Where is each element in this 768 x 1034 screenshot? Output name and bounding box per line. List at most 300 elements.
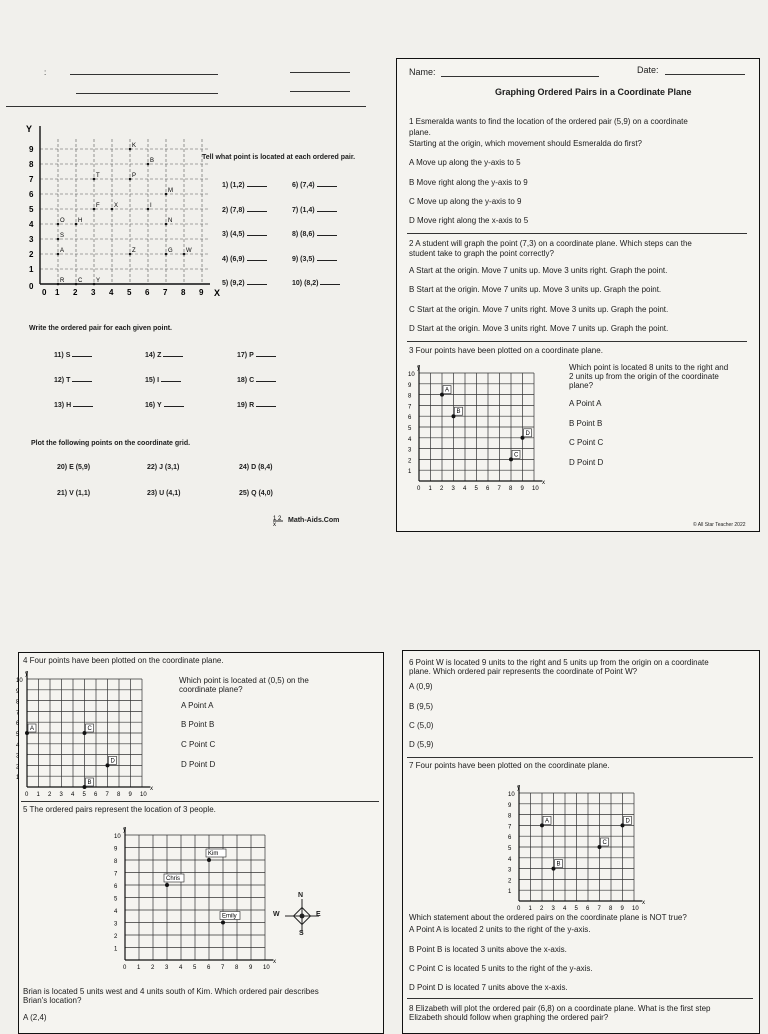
tell-item[interactable] — [222, 277, 267, 287]
x-tick-label: 6 — [94, 792, 98, 798]
tell-item-number: 10) — [292, 280, 305, 287]
tell-instruction: Tell what point is located at each ordered pair. — [202, 154, 356, 161]
write-item[interactable] — [145, 399, 184, 409]
point-label: D — [110, 758, 115, 765]
answer-blank[interactable] — [256, 349, 276, 357]
grid-point-label: F — [96, 203, 100, 209]
x-tick-label: 1 — [55, 288, 60, 297]
y-tick-label: 6 — [408, 415, 412, 422]
tell-item-pair: (1,4) — [300, 206, 315, 214]
tell-item-number: 4) — [222, 255, 231, 263]
compass-w: W — [273, 911, 280, 918]
tell-item-pair: (7,8) — [230, 206, 245, 214]
x-tick-label: 0 — [417, 486, 421, 492]
write-item-point: P — [249, 352, 254, 359]
q4-prompt-1: Which point is located at (0,5) on the — [179, 676, 309, 685]
x-tick-label: 3 — [91, 288, 96, 297]
person-label: Emily — [222, 913, 237, 920]
answer-blank[interactable] — [317, 204, 337, 212]
write-item-number: 16) — [145, 402, 157, 409]
write-instruction: Write the ordered pair for each given point. — [29, 325, 173, 332]
plot-item-number: 24) — [239, 464, 252, 471]
x-tick-label: 8 — [235, 965, 239, 971]
y-tick-label: 4 — [16, 742, 20, 749]
tell-item[interactable] — [222, 204, 267, 214]
y-tick-label: 2 — [29, 250, 34, 259]
answer-blank[interactable] — [320, 277, 340, 285]
q4-option-a[interactable]: A Point A — [181, 701, 214, 710]
write-item-number: 14) — [145, 352, 158, 359]
plot-item-point: J — [159, 464, 165, 471]
answer-blank[interactable] — [256, 399, 276, 407]
tell-item-number: 7) — [292, 206, 301, 214]
answer-blank[interactable] — [161, 374, 181, 382]
x-tick-label: 10 — [632, 906, 639, 912]
answer-blank[interactable] — [247, 228, 267, 236]
header-line-2 — [290, 72, 350, 73]
answer-blank[interactable] — [164, 399, 184, 407]
plot-item-number: 22) — [147, 464, 160, 471]
q3-stem: 3 Four points have been plotted on a coordinate plane. — [409, 346, 603, 355]
svg-text:1: 1 — [273, 516, 277, 522]
plot-item-point: E — [69, 464, 76, 471]
x-tick-label: 6 — [145, 288, 150, 297]
y-axis-label: y — [123, 827, 126, 833]
y-tick-label: 4 — [508, 856, 512, 863]
x-axis-label: x — [150, 786, 153, 792]
date-label: Date: — [637, 65, 659, 75]
date-line — [665, 74, 745, 75]
x-tick-label: 9 — [199, 288, 204, 297]
q3-option-a[interactable]: A Point A — [569, 399, 602, 408]
write-item-point: T — [66, 377, 71, 384]
grid-point-label: Z — [132, 248, 136, 254]
x-tick-label: 2 — [48, 792, 52, 798]
answer-blank[interactable] — [317, 253, 337, 261]
y-tick-label: 6 — [16, 721, 20, 728]
y-tick-label: 1 — [508, 889, 512, 896]
x-tick-label: 5 — [193, 965, 197, 971]
grid-point-s — [57, 238, 60, 241]
grid-point-label: I — [150, 203, 152, 209]
y-tick-label: 1 — [114, 946, 118, 953]
grid-point-label: O — [60, 218, 65, 224]
tell-item-number: 6) — [292, 182, 301, 189]
q6-option-a[interactable]: A (0,9) — [409, 682, 433, 691]
q6-stem-2: plane. Which ordered pair represents the coordinate of Point W? — [409, 667, 638, 676]
header-line-4 — [290, 91, 350, 92]
write-item[interactable] — [54, 349, 92, 359]
x-tick-label: 3 — [451, 486, 455, 492]
point-label: A — [545, 818, 550, 825]
x-tick-label: 1 — [137, 965, 141, 971]
compass-s: S — [299, 930, 304, 937]
grid-point-t — [93, 178, 96, 181]
q7-option-c[interactable]: C Point C is located 5 units to the right of the y-axis. — [409, 964, 593, 973]
answer-blank[interactable] — [247, 204, 267, 212]
plot-item-pair: (1,1) — [75, 490, 91, 497]
point-label: A — [445, 387, 450, 394]
x-tick-label: 6 — [586, 906, 590, 912]
write-item-number: 17) — [237, 352, 250, 359]
person-point — [207, 858, 211, 862]
sheet-bottom-right — [402, 650, 760, 1034]
q2-option-c[interactable]: C Start at the origin. Move 7 units right. Move 3 units up. Graph the point. — [409, 305, 669, 314]
y-tick-label: 3 — [114, 921, 118, 928]
tell-item[interactable] — [292, 228, 337, 238]
grid-point-label: S — [60, 233, 65, 239]
write-item-point: R — [249, 402, 255, 409]
x-tick-label: 3 — [551, 906, 555, 912]
write-item[interactable] — [54, 399, 93, 409]
y-tick-label: 2 — [508, 878, 512, 885]
q2-divider — [407, 341, 747, 342]
write-item-point: Y — [156, 402, 162, 409]
x-tick-label: 4 — [563, 906, 567, 912]
x-tick-label: 10 — [140, 792, 147, 798]
y-tick-label: 10 — [114, 834, 121, 840]
y-tick-label: 7 — [508, 824, 512, 831]
y-tick-label: 1 — [16, 775, 20, 782]
y-tick-label: 4 — [114, 909, 118, 915]
tell-item[interactable] — [292, 204, 337, 214]
coordinate-grid — [20, 122, 221, 302]
q3-option-c[interactable]: C Point C — [569, 438, 604, 447]
y-tick-label: 9 — [16, 688, 20, 695]
grid-point-f — [93, 208, 96, 211]
x-tick-label: 9 — [128, 792, 132, 798]
point-label: C — [602, 840, 607, 846]
answer-blank[interactable] — [247, 253, 267, 261]
tell-item-pair: (3,5) — [300, 255, 315, 263]
q5-option-a[interactable]: A (2,4) — [23, 1013, 47, 1022]
svg-text:x: x — [273, 522, 276, 528]
answer-blank[interactable] — [317, 179, 337, 187]
y-tick-label: 8 — [16, 699, 20, 706]
x-tick-label: 7 — [597, 906, 601, 912]
y-tick-label: 3 — [508, 867, 512, 874]
y-tick-label: 8 — [114, 859, 118, 865]
tell-item-pair: (8,2) — [304, 280, 319, 287]
person-point — [221, 921, 225, 925]
q4-option-d[interactable]: D Point D — [181, 760, 216, 769]
write-item[interactable] — [237, 374, 276, 384]
q4-grid — [13, 669, 153, 801]
q3-option-d[interactable]: D Point D — [569, 458, 604, 467]
q2-stem-1: 2 A student will graph the point (7,3) on a coordinate plane. Which steps can the — [409, 239, 692, 248]
svg-text:2: 2 — [278, 516, 282, 522]
grid-point-label: H — [78, 218, 83, 224]
write-item[interactable] — [145, 349, 183, 359]
tell-item-number: 9) — [292, 255, 301, 263]
y-tick-label: 0 — [29, 282, 34, 291]
grid-point-c — [75, 283, 78, 286]
name-label: Name: — [409, 67, 436, 77]
point-label: B — [87, 780, 92, 786]
answer-blank[interactable] — [73, 399, 93, 407]
grid-point-w — [183, 253, 186, 256]
plot-item-number: 23) — [147, 490, 160, 497]
x-tick-label: 1 — [528, 906, 532, 912]
grid-point-n — [165, 223, 168, 226]
q2-option-a[interactable]: A Start at the origin. Move 7 units up. Move 3 units right. Graph the point. — [409, 266, 668, 275]
x-tick-label: 7 — [497, 486, 501, 492]
name-line — [441, 76, 599, 77]
x-tick-label: 4 — [179, 965, 183, 971]
x-tick-label: 3 — [59, 792, 63, 798]
x-tick-label: 3 — [165, 965, 169, 971]
compass-n: N — [298, 892, 304, 899]
plot-instruction: Plot the following points on the coordinate grid. — [31, 440, 191, 447]
x-tick-label: 6 — [207, 965, 211, 971]
x-tick-label: 9 — [520, 486, 524, 492]
point-label: C — [87, 726, 92, 732]
q3-prompt-3: plane? — [569, 381, 594, 390]
tell-item-pair: (4,5) — [230, 231, 245, 238]
write-item-point: S — [65, 352, 71, 359]
y-tick-label: 1 — [408, 469, 412, 476]
q3-grid — [405, 363, 545, 495]
q2-option-b[interactable]: B Start at the origin. Move 7 units up. Move 3 units up. Graph the point. — [409, 285, 662, 294]
write-item-point: C — [249, 377, 255, 384]
x-tick-label: 5 — [82, 792, 86, 798]
tell-item-pair: (8,6) — [300, 231, 315, 238]
write-item[interactable] — [237, 399, 276, 409]
write-item[interactable] — [54, 374, 92, 384]
tell-item[interactable] — [222, 179, 267, 189]
grid-point-h — [75, 223, 78, 226]
answer-blank[interactable] — [317, 228, 337, 236]
tell-item-pair: (9,2) — [230, 280, 245, 287]
y-tick-label: 2 — [16, 764, 20, 771]
person-label: Kim — [208, 851, 219, 857]
x-axis-label: x — [642, 900, 645, 906]
x-tick-label: 6 — [486, 486, 490, 492]
x-tick-label: 0 — [42, 288, 47, 297]
q3-prompt-2: 2 units up from the origin of the coordinate — [569, 372, 719, 381]
x-tick-label: 4 — [109, 288, 114, 297]
q1-option-d[interactable]: D Move right along the x-axis to 5 — [409, 216, 529, 225]
sheet-top-right — [396, 58, 760, 532]
x-tick-label: 2 — [151, 965, 155, 971]
point-label: D — [625, 818, 630, 825]
x-tick-label: 7 — [163, 288, 168, 297]
x-tick-label: 7 — [105, 792, 109, 798]
x-tick-label: 5 — [474, 486, 478, 492]
y-axis-label: y — [417, 365, 420, 371]
plot-item — [147, 490, 180, 497]
x-tick-label: 0 — [123, 965, 127, 971]
answer-blank[interactable] — [247, 179, 267, 187]
plot-item — [147, 464, 179, 471]
x-tick-label: 8 — [181, 288, 186, 297]
grid-point-b — [147, 163, 150, 166]
plot-item — [239, 464, 272, 471]
tell-item-number: 3) — [222, 231, 231, 238]
y-tick-label: 1 — [29, 265, 34, 274]
point-label: D — [525, 430, 530, 437]
x-tick-label: 8 — [117, 792, 121, 798]
x-tick-label: 0 — [517, 906, 521, 912]
tell-item-number: 1) — [222, 182, 231, 189]
write-item-point: I — [157, 377, 160, 384]
q4-prompt-2: coordinate plane? — [179, 685, 243, 694]
grid-point-i — [147, 208, 150, 211]
q5-grid — [111, 825, 281, 985]
point-label: A — [30, 726, 35, 732]
q5-prompt-2: Brian's location? — [23, 996, 82, 1005]
write-item[interactable] — [237, 349, 276, 359]
grid-point-label: N — [168, 218, 173, 224]
write-item[interactable] — [145, 374, 181, 384]
y-tick-label: 7 — [16, 710, 20, 717]
q7-option-a[interactable]: A Point A is located 2 units to the right of the y-axis. — [409, 925, 591, 934]
x-tick-label: 1 — [428, 486, 432, 492]
grid-point-label: T — [96, 173, 100, 179]
q2-option-d[interactable]: D Start at the origin. Move 3 units right. Move 7 units up. Graph the point. — [409, 324, 669, 333]
y-tick-label: 6 — [29, 190, 34, 199]
point-label: B — [456, 409, 461, 416]
y-tick-label: 5 — [408, 426, 412, 432]
x-tick-label: 2 — [73, 288, 78, 297]
header-colon: : — [44, 68, 47, 77]
tell-item-pair: (6,9) — [230, 255, 245, 263]
header-line-1 — [70, 74, 218, 75]
x-tick-label: 7 — [221, 965, 225, 971]
tell-item-number: 5) — [222, 280, 231, 287]
tell-item[interactable] — [292, 253, 337, 263]
plot-item — [57, 490, 90, 497]
tell-item[interactable] — [292, 277, 340, 287]
q3-option-b[interactable]: B Point B — [569, 419, 603, 428]
q7-option-b[interactable]: B Point B is located 3 units above the x-axis. — [409, 945, 567, 954]
write-item-number: 15) — [145, 377, 158, 384]
q5-prompt-1: Brian is located 5 units west and 4 units south of Kim. Which ordered pair describes — [23, 987, 319, 996]
q1-stem-3: Starting at the origin, which movement should Esmeralda do first? — [409, 139, 643, 148]
write-item-number: 12) — [54, 377, 67, 384]
q1-option-b[interactable]: B Move right along the y-axis to 9 — [409, 178, 528, 187]
plot-item-pair: (8,4) — [258, 464, 273, 471]
y-tick-label: 8 — [508, 813, 512, 820]
tell-item-pair: (1,2) — [230, 182, 245, 189]
x-tick-label: 5 — [127, 288, 132, 297]
header-line-3 — [76, 93, 218, 94]
grid-point-label: C — [78, 278, 83, 284]
q6-option-c[interactable]: C (5,0) — [409, 721, 434, 730]
grid-point-label: G — [168, 248, 173, 254]
point-label: B — [556, 861, 561, 868]
grid-point-label: M — [168, 188, 173, 194]
y-tick-label: 7 — [114, 871, 118, 878]
grid-point-x — [111, 208, 114, 211]
x-tick-label: 2 — [440, 486, 444, 492]
grid-point-label: P — [132, 173, 137, 179]
y-tick-label: 4 — [29, 220, 34, 229]
q7-stem: 7 Four points have been plotted on the coordinate plane. — [409, 761, 610, 770]
plot-item-number: 20) — [57, 464, 70, 471]
x-tick-label: 5 — [574, 906, 578, 912]
x-tick-label: 1 — [36, 792, 40, 798]
write-item-point: H — [66, 402, 72, 409]
y-tick-label: 7 — [29, 175, 34, 184]
plot-item-pair: (5,9) — [75, 464, 91, 471]
y-tick-label: 3 — [408, 447, 412, 454]
x-tick-label: 9 — [249, 965, 253, 971]
y-tick-label: 9 — [508, 802, 512, 809]
q7-prompt: Which statement about the ordered pairs on the coordinate plane is NOT true? — [409, 913, 687, 922]
plot-item-point: Q — [251, 490, 259, 497]
q4-option-b[interactable]: B Point B — [181, 720, 215, 729]
grid-point-label: K — [132, 143, 137, 149]
answer-blank[interactable] — [72, 374, 92, 382]
y-tick-label: 7 — [408, 404, 412, 411]
q8-stem-1: 8 Elizabeth will plot the ordered pair (6,8) on a coordinate plane. What is the first step — [409, 1004, 711, 1013]
q6-divider — [407, 757, 753, 758]
tell-item[interactable] — [222, 228, 267, 238]
plot-item-point: U — [159, 490, 167, 497]
plot-item-pair: (4,1) — [166, 490, 181, 497]
answer-blank[interactable] — [72, 349, 92, 357]
x-axis-label: x — [273, 959, 276, 965]
q8-stem-2: Elizabeth should follow when graphing the ordered pair? — [409, 1013, 609, 1022]
tell-item-pair: (7,4) — [300, 182, 315, 189]
plot-item — [239, 490, 273, 497]
grid-point-r — [57, 283, 60, 286]
q1-stem-1: 1 Esmeralda wants to find the location of the ordered pair (5,9) on a coordinate — [409, 117, 688, 126]
grid-point-label: W — [186, 248, 192, 254]
x-tick-label: 4 — [463, 486, 467, 492]
answer-blank[interactable] — [163, 349, 183, 357]
q7-option-d[interactable]: D Point D is located 7 units above the x-axis. — [409, 983, 568, 992]
answer-blank[interactable] — [247, 277, 267, 285]
grid-point-a — [57, 253, 60, 256]
compass-e: E — [316, 911, 321, 918]
y-tick-label: 9 — [114, 846, 118, 853]
write-item-point: Z — [157, 352, 162, 359]
y-tick-label: 10 — [16, 678, 23, 684]
tell-item-number: 2) — [222, 206, 231, 214]
y-tick-label: 10 — [508, 792, 515, 798]
y-tick-label: 6 — [508, 835, 512, 842]
q6-stem-1: 6 Point W is located 9 units to the right and 5 units up from the origin on a coordinate — [409, 658, 709, 667]
write-item-number: 13) — [54, 402, 67, 409]
x-tick-label: 2 — [540, 906, 544, 912]
q5-stem: 5 The ordered pairs represent the location of 3 people. — [23, 805, 216, 814]
q6-option-b[interactable]: B (9,5) — [409, 702, 434, 711]
tell-item[interactable] — [292, 179, 337, 189]
math-aids-logo-text: Math-Aids.Com — [288, 517, 340, 524]
plot-item-pair: (3,1) — [164, 464, 180, 471]
q1-option-c[interactable]: C Move up along the y-axis to 9 — [409, 197, 522, 206]
header-divider — [6, 106, 366, 107]
tell-item[interactable] — [222, 253, 267, 263]
y-tick-label: 10 — [408, 372, 415, 378]
grid-point-label: X — [114, 203, 119, 209]
y-tick-label: 9 — [408, 382, 412, 389]
q4-stem: 4 Four points have been plotted on the coordinate plane. — [23, 656, 224, 665]
plot-item — [57, 464, 90, 471]
y-tick-label: 4 — [408, 436, 412, 443]
x-tick-label: 8 — [609, 906, 613, 912]
q6-option-d[interactable]: D (5,9) — [409, 740, 434, 749]
answer-blank[interactable] — [256, 374, 276, 382]
x-tick-label: 10 — [263, 965, 270, 971]
x-axis-label: X — [214, 288, 221, 298]
person-point — [165, 883, 169, 887]
person-label: Chris — [166, 876, 181, 882]
q4-option-c[interactable]: C Point C — [181, 740, 216, 749]
q1-option-a[interactable]: A Move up along the y-axis to 5 — [409, 158, 521, 167]
